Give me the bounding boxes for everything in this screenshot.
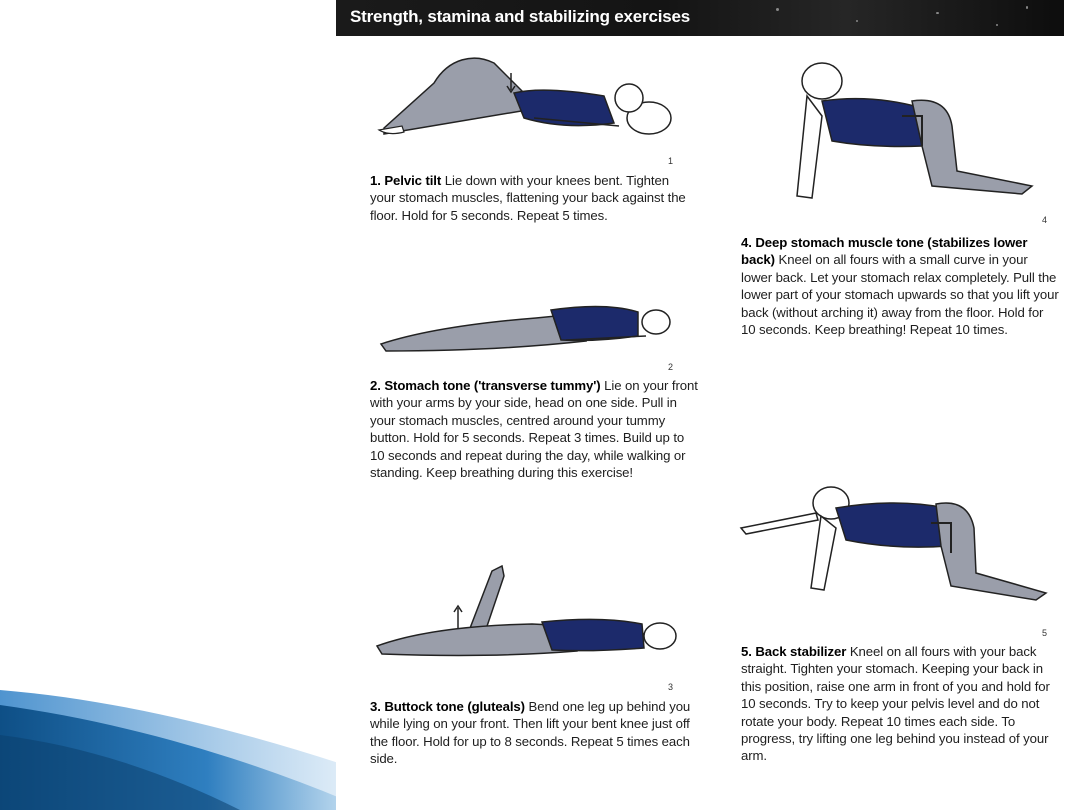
exercise-name: 1. Pelvic tilt [370,173,442,188]
figure-number: 5 [1042,628,1048,638]
exercise-name: 4. Deep stomach muscle tone (stabilizes lower back) [741,235,1028,268]
exercise-text: Bend one leg up behind you while lying on your front. Then lift your bent knee just off the floor. Hold for up to 8 seconds. Repeat 5 times each side. [370,699,691,767]
exercise-text: Lie on your front with your arms by your side, head on one side. Pull in your stomach muscles, centred around your tummy button. Hold for 5 seconds. Repeat 3 times. Build up to 10 seconds and repeat during the day, while walking or standing. Keep breathing during this exercise! [370,378,698,481]
exercise-text: Kneel on all fours with your back straight. Tighten your stomach. Keeping your back in this position, raise one arm in front of you and hold for 10 seconds. Try to keep your pelvis level and do not rotate your body. Repeat 10 times each side. To progress, try lifting one leg behind you instead of your arm. [741,644,1050,764]
exercise-caption [370,377,700,481]
pelvic-tilt-illustration [374,48,674,148]
deep-stomach-illustration [782,56,1042,206]
exercise-text: Kneel on all fours with a small curve in your lower back. Let your stomach relax completely. Pull the lower part of your stomach upwards so that you lift your back (without arching it) away from the floor. Hold for 10 seconds. Keep breathing! Repeat 10 times. [741,252,1059,338]
figure-number: 1 [668,156,674,166]
back-stabilizer-illustration [736,468,1056,608]
exercise-caption [741,234,1059,338]
exercise-sheet [336,0,1064,810]
sheet-title: Strength, stamina and stabilizing exercises [350,7,691,26]
exercise-name: 2. Stomach tone ('transverse tummy') [370,378,601,393]
sheet-header [336,0,1064,36]
exercise-name: 5. Back stabilizer [741,644,847,659]
exercise-caption [370,698,700,768]
figure-number: 2 [668,362,674,372]
exercise-name: 3. Buttock tone (gluteals) [370,699,525,714]
stomach-tone-illustration [376,296,676,356]
buttock-tone-illustration [372,556,682,666]
figure-number: 4 [1042,215,1048,225]
exercise-caption [370,172,692,224]
exercise-text: Lie down with your knees bent. Tighten your stomach muscles, flattening your back against the floor. Hold for 5 seconds. Repeat 5 times. [370,173,686,223]
figure-number: 3 [668,682,674,692]
exercise-caption [741,643,1063,765]
